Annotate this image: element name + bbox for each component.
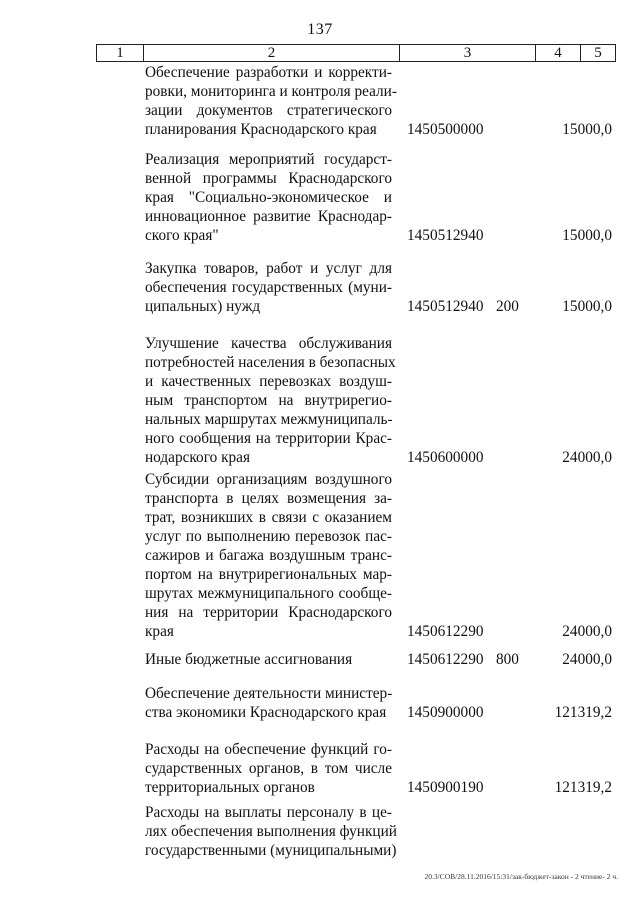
row-amount: 121319,2 xyxy=(554,704,612,721)
row-description xyxy=(145,650,392,669)
document-footer-code: 20.3/СОВ/28.11.2016/15:31/зак-бюджет-закон - 2 чтение- 2 ч. xyxy=(424,872,618,881)
description-line: зации документов стратегического xyxy=(145,102,392,119)
row-target-code: 1450512940 xyxy=(407,298,484,315)
row-amount: 15000,0 xyxy=(562,298,612,315)
row-target-code: 1450900000 xyxy=(407,704,484,721)
row-amount: 15000,0 xyxy=(562,227,612,244)
description-line: венной программы Краснодарского xyxy=(145,170,392,187)
description-line: портом на внутрирегиональных мар- xyxy=(145,566,392,583)
description-line: ния на территории Краснодарского xyxy=(145,604,392,621)
row-target-code: 1450900190 xyxy=(407,779,484,796)
row-target-code: 1450500000 xyxy=(407,121,484,138)
row-amount: 24000,0 xyxy=(562,651,612,668)
page-number: 137 xyxy=(307,21,333,38)
description-line: обеспечения государственных (муни- xyxy=(145,279,392,296)
row-amount: 15000,0 xyxy=(562,121,612,138)
description-line: инновационное развитие Краснодар- xyxy=(145,208,392,225)
row-amount: 121319,2 xyxy=(554,779,612,796)
description-line: Обеспечение разработки и корректи- xyxy=(145,64,392,81)
row-target-code: 1450612290 xyxy=(407,623,484,640)
row-description xyxy=(145,334,396,467)
description-line: Закупка товаров, работ и услуг для xyxy=(145,260,392,277)
description-line: ным транспортом на внутрирегио- xyxy=(145,392,392,409)
description-line: Улучшение качества обслуживания xyxy=(145,335,392,352)
description-line: лях обеспечения выполнения функций xyxy=(145,823,397,840)
row-target-code: 1450512940 xyxy=(407,227,484,244)
row-target-code: 1450612290 xyxy=(407,651,484,668)
row-description xyxy=(145,740,392,797)
column-header-1: 1 xyxy=(97,45,144,61)
description-line: ного сообщения на территории Крас- xyxy=(145,430,392,447)
description-line: Расходы на выплаты персоналу в це- xyxy=(145,804,392,821)
row-description xyxy=(145,150,392,245)
description-line: Субсидии организациям воздушного xyxy=(145,471,392,488)
row-description xyxy=(145,803,397,860)
description-line: государственными (муниципальными) xyxy=(145,842,397,859)
row-expense-type: 800 xyxy=(496,651,519,668)
row-description xyxy=(145,259,392,316)
description-line: и качественных перевозках воздуш- xyxy=(145,373,392,390)
row-description xyxy=(145,470,392,641)
description-line: края xyxy=(145,623,174,640)
description-line: сажиров и багажа воздушным транс- xyxy=(145,547,392,564)
column-header-4: 4 xyxy=(536,45,581,61)
description-line: услуг по выполнению перевозок пас- xyxy=(145,528,392,545)
row-description xyxy=(145,63,397,139)
description-line: Расходы на обеспечение функций го- xyxy=(145,741,392,758)
row-description xyxy=(145,684,392,722)
column-header-row xyxy=(96,44,616,62)
description-line: сударственных органов, в том числе xyxy=(145,760,392,777)
description-line: ципальных) нужд xyxy=(145,298,261,315)
description-line: края "Социально-экономическое и xyxy=(145,189,392,206)
description-line: шрутах межмуниципального сообще- xyxy=(145,585,392,602)
row-expense-type: 200 xyxy=(496,298,519,315)
column-header-5: 5 xyxy=(594,45,602,61)
description-line: ровки, мониторинга и контроля реали- xyxy=(145,83,397,100)
description-line: территориальных органов xyxy=(145,779,315,796)
description-line: транспорта в целях возмещения за- xyxy=(145,490,392,507)
row-amount: 24000,0 xyxy=(562,449,612,466)
description-line: Иные бюджетные ассигнования xyxy=(145,651,353,668)
description-line: Обеспечение деятельности министер- xyxy=(145,685,393,702)
description-line: ского края" xyxy=(145,227,219,244)
description-line: нодарского края xyxy=(145,449,250,466)
description-line: трат, возникших в связи с оказанием xyxy=(145,509,392,526)
description-line: нальных маршрутах межмуниципаль- xyxy=(145,411,393,428)
description-line: потребностей населения в безопасных xyxy=(145,354,396,371)
column-header-3: 3 xyxy=(400,45,536,61)
description-line: Реализация мероприятий государст- xyxy=(145,151,392,168)
description-line: планирования Краснодарского края xyxy=(145,121,377,138)
row-amount: 24000,0 xyxy=(562,623,612,640)
column-header-2: 2 xyxy=(144,45,400,61)
description-line: ства экономики Краснодарского края xyxy=(145,704,387,721)
row-target-code: 1450600000 xyxy=(407,449,484,466)
